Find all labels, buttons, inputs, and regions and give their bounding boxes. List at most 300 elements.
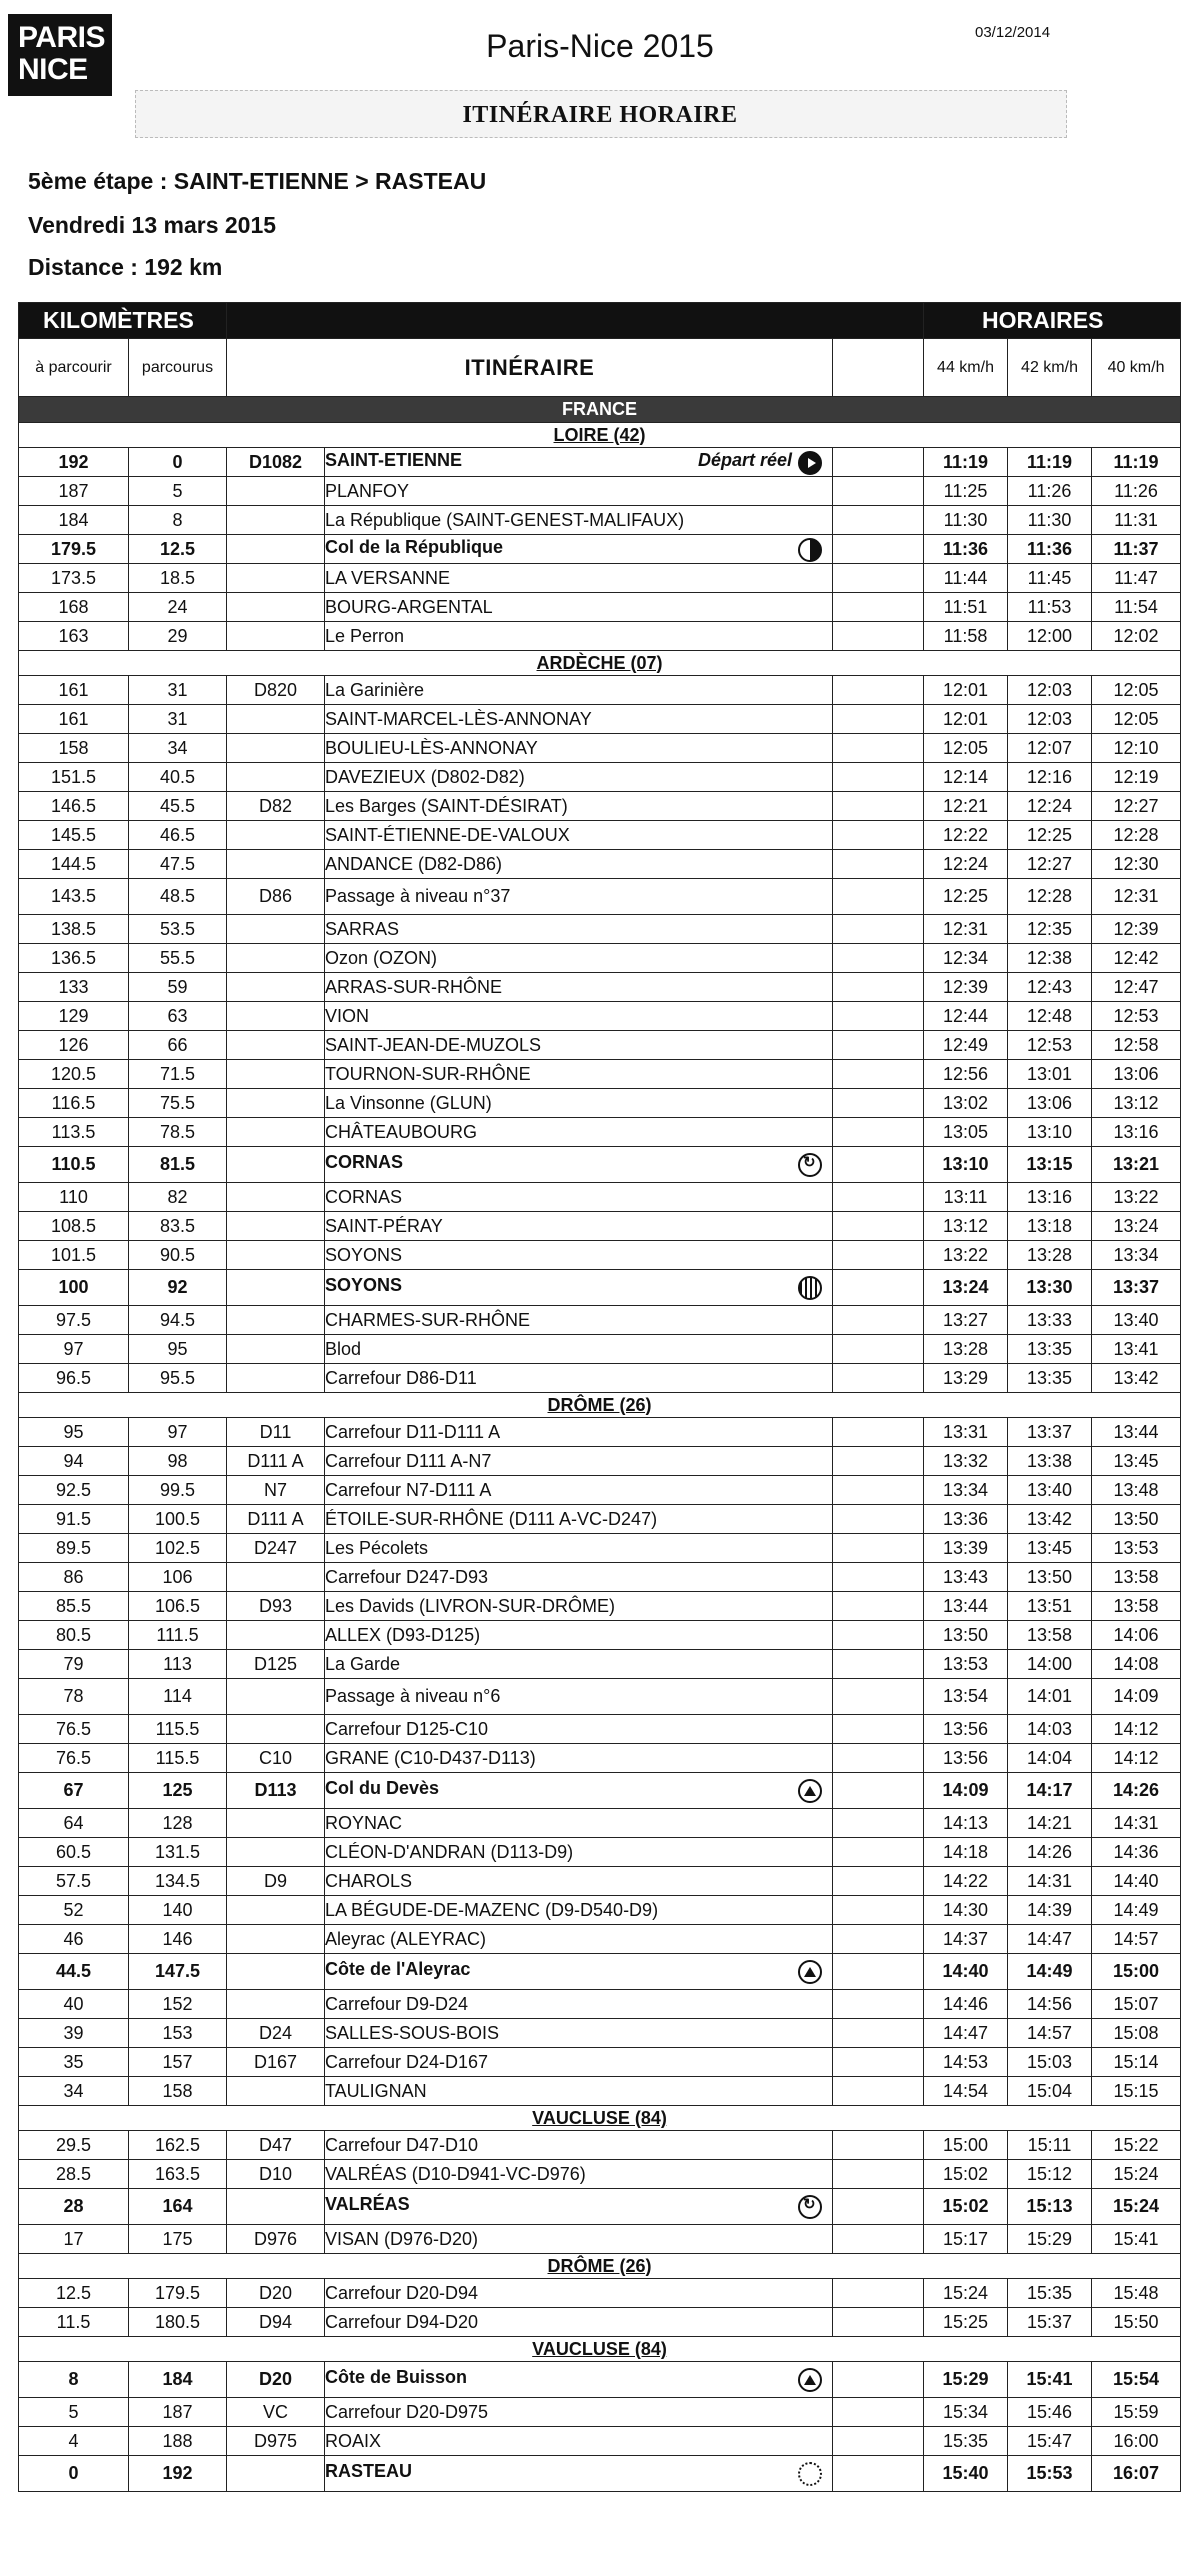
time-40: 14:31 — [1092, 1809, 1181, 1838]
road-number — [227, 1118, 325, 1147]
km-covered: 147.5 — [129, 1954, 227, 1990]
itinerary-row — [19, 2048, 1181, 2077]
time-44: 13:22 — [924, 1241, 1008, 1270]
blank-cell — [833, 1212, 924, 1241]
location-label: ANDANCE (D82-D86) — [325, 853, 503, 874]
road-number — [227, 1563, 325, 1592]
blank-cell — [833, 2077, 924, 2106]
location-name — [325, 1089, 833, 1118]
time-40: 14:08 — [1092, 1650, 1181, 1679]
road-number — [227, 1896, 325, 1925]
blank-cell — [833, 448, 924, 477]
time-44: 14:18 — [924, 1838, 1008, 1867]
location-label: Carrefour D125-C10 — [325, 1718, 489, 1739]
km-remaining: 85.5 — [19, 1592, 129, 1621]
location-name — [325, 1621, 833, 1650]
location-label: SOYONS — [325, 1244, 403, 1265]
road-number: D167 — [227, 2048, 325, 2077]
location-label: Carrefour D111 A-N7 — [325, 1450, 492, 1471]
time-42: 14:26 — [1008, 1838, 1092, 1867]
time-40: 12:05 — [1092, 705, 1181, 734]
location-label: La République (SAINT-GENEST-MALIFAUX) — [325, 509, 685, 530]
header-spacer — [227, 303, 924, 339]
location-label: Col du Devès — [325, 1778, 440, 1798]
blank-cell — [833, 1679, 924, 1715]
road-number — [227, 1060, 325, 1089]
location-label: Blod — [325, 1338, 362, 1359]
time-40: 13:50 — [1092, 1505, 1181, 1534]
location-name — [325, 705, 833, 734]
blank-cell — [833, 1118, 924, 1147]
road-number — [227, 915, 325, 944]
time-42: 12:27 — [1008, 850, 1092, 879]
blank-cell — [833, 2131, 924, 2160]
road-number — [227, 1838, 325, 1867]
itinerary-row — [19, 2225, 1181, 2254]
location-label: BOURG-ARGENTAL — [325, 596, 493, 617]
time-42: 12:03 — [1008, 676, 1092, 705]
logo-line-2: NICE — [18, 53, 88, 86]
km-covered: 63 — [129, 1002, 227, 1031]
time-40: 15:08 — [1092, 2019, 1181, 2048]
blank-cell — [833, 1867, 924, 1896]
location-name — [325, 1031, 833, 1060]
time-40: 15:54 — [1092, 2362, 1181, 2398]
time-44: 13:02 — [924, 1089, 1008, 1118]
time-44: 13:56 — [924, 1715, 1008, 1744]
road-number — [227, 535, 325, 564]
location-label: Carrefour D86-D11 — [325, 1367, 477, 1388]
intermediate-sprint-icon — [798, 1276, 822, 1300]
time-42: 15:29 — [1008, 2225, 1092, 2254]
location-name — [325, 676, 833, 705]
blank-cell — [833, 1183, 924, 1212]
itinerary-row — [19, 2131, 1181, 2160]
km-covered: 95.5 — [129, 1364, 227, 1393]
time-40: 11:19 — [1092, 448, 1181, 477]
itinerary-row — [19, 1563, 1181, 1592]
km-covered: 90.5 — [129, 1241, 227, 1270]
time-40: 13:40 — [1092, 1306, 1181, 1335]
time-42: 13:42 — [1008, 1505, 1092, 1534]
itinerary-row — [19, 1270, 1181, 1306]
blank-cell — [833, 1563, 924, 1592]
km-remaining: 46 — [19, 1925, 129, 1954]
road-number — [227, 705, 325, 734]
time-42: 11:30 — [1008, 506, 1092, 535]
km-remaining: 96.5 — [19, 1364, 129, 1393]
km-remaining: 5 — [19, 2398, 129, 2427]
road-number — [227, 1621, 325, 1650]
time-42: 12:16 — [1008, 763, 1092, 792]
itinerary-row — [19, 1809, 1181, 1838]
km-covered: 94.5 — [129, 1306, 227, 1335]
km-remaining: 67 — [19, 1773, 129, 1809]
time-44: 14:47 — [924, 2019, 1008, 2048]
location-label: DAVEZIEUX (D802-D82) — [325, 766, 525, 787]
time-44: 12:34 — [924, 944, 1008, 973]
km-remaining: 95 — [19, 1418, 129, 1447]
location-label: Le Perron — [325, 625, 405, 646]
sprint-icon — [798, 538, 822, 562]
km-covered: 92 — [129, 1270, 227, 1306]
blank-cell — [833, 973, 924, 1002]
location-label: ARRAS-SUR-RHÔNE — [325, 976, 503, 997]
time-44: 15:29 — [924, 2362, 1008, 2398]
km-covered: 31 — [129, 705, 227, 734]
location-label: TAULIGNAN — [325, 2080, 427, 2101]
time-40: 13:21 — [1092, 1147, 1181, 1183]
blank-cell — [833, 1650, 924, 1679]
time-42: 11:26 — [1008, 477, 1092, 506]
location-label: ROAIX — [325, 2430, 382, 2451]
road-number: D94 — [227, 2308, 325, 2337]
road-number — [227, 2077, 325, 2106]
km-remaining: 133 — [19, 973, 129, 1002]
km-remaining: 101.5 — [19, 1241, 129, 1270]
km-remaining: 64 — [19, 1809, 129, 1838]
km-covered: 99.5 — [129, 1476, 227, 1505]
road-number — [227, 506, 325, 535]
time-42: 11:36 — [1008, 535, 1092, 564]
road-number — [227, 944, 325, 973]
road-number: D247 — [227, 1534, 325, 1563]
time-40: 13:16 — [1092, 1118, 1181, 1147]
road-number — [227, 1335, 325, 1364]
itinerary-row — [19, 564, 1181, 593]
blank-cell — [833, 676, 924, 705]
km-remaining: 57.5 — [19, 1867, 129, 1896]
time-42: 14:03 — [1008, 1715, 1092, 1744]
blank-cell — [833, 2427, 924, 2456]
location-name — [325, 1650, 833, 1679]
region-header: ARDÈCHE (07) — [19, 651, 1181, 676]
time-44: 12:56 — [924, 1060, 1008, 1089]
km-remaining: 28.5 — [19, 2160, 129, 2189]
time-42: 11:19 — [1008, 448, 1092, 477]
time-44: 14:13 — [924, 1809, 1008, 1838]
blank-cell — [833, 944, 924, 973]
road-number: D111 A — [227, 1447, 325, 1476]
blank-cell — [833, 2362, 924, 2398]
col-blank — [833, 339, 924, 397]
region-header: LOIRE (42) — [19, 423, 1181, 448]
time-44: 12:39 — [924, 973, 1008, 1002]
road-number: D125 — [227, 1650, 325, 1679]
road-number — [227, 1809, 325, 1838]
location-name — [325, 2427, 833, 2456]
km-remaining: 28 — [19, 2189, 129, 2225]
time-42: 14:56 — [1008, 1990, 1092, 2019]
location-name — [325, 1118, 833, 1147]
km-covered: 163.5 — [129, 2160, 227, 2189]
itinerary-row — [19, 1534, 1181, 1563]
blank-cell — [833, 2308, 924, 2337]
time-40: 15:22 — [1092, 2131, 1181, 2160]
km-covered: 111.5 — [129, 1621, 227, 1650]
stage-date: Vendredi 13 mars 2015 — [28, 212, 277, 238]
time-40: 13:53 — [1092, 1534, 1181, 1563]
blank-cell — [833, 535, 924, 564]
time-42: 13:30 — [1008, 1270, 1092, 1306]
time-42: 12:03 — [1008, 705, 1092, 734]
location-name — [325, 1925, 833, 1954]
time-40: 14:12 — [1092, 1715, 1181, 1744]
itinerary-row — [19, 1147, 1181, 1183]
km-covered: 47.5 — [129, 850, 227, 879]
km-remaining: 184 — [19, 506, 129, 535]
itinerary-row — [19, 944, 1181, 973]
blank-cell — [833, 1534, 924, 1563]
location-name — [325, 1447, 833, 1476]
km-remaining: 143.5 — [19, 879, 129, 915]
col-speed-40: 40 km/h — [1092, 339, 1181, 397]
location-name — [325, 2279, 833, 2308]
blank-cell — [833, 1744, 924, 1773]
km-remaining: 97.5 — [19, 1306, 129, 1335]
blank-cell — [833, 879, 924, 915]
road-number: D82 — [227, 792, 325, 821]
location-name — [325, 1335, 833, 1364]
time-44: 13:39 — [924, 1534, 1008, 1563]
itinerary-row — [19, 676, 1181, 705]
time-40: 12:10 — [1092, 734, 1181, 763]
itinerary-row — [19, 1621, 1181, 1650]
blank-cell — [833, 2398, 924, 2427]
road-number: D111 A — [227, 1505, 325, 1534]
km-covered: 115.5 — [129, 1744, 227, 1773]
km-covered: 158 — [129, 2077, 227, 2106]
itinerary-table — [18, 302, 1181, 2492]
blank-cell — [833, 2160, 924, 2189]
itinerary-row — [19, 1744, 1181, 1773]
time-40: 12:30 — [1092, 850, 1181, 879]
time-40: 12:39 — [1092, 915, 1181, 944]
itinerary-row — [19, 1089, 1181, 1118]
time-42: 15:47 — [1008, 2427, 1092, 2456]
time-42: 14:39 — [1008, 1896, 1092, 1925]
col-speed-44: 44 km/h — [924, 339, 1008, 397]
col-itineraire: ITINÉRAIRE — [227, 339, 833, 397]
km-remaining: 4 — [19, 2427, 129, 2456]
location-name — [325, 535, 833, 564]
time-44: 15:00 — [924, 2131, 1008, 2160]
location-name — [325, 448, 833, 477]
blank-cell — [833, 1809, 924, 1838]
blank-cell — [833, 564, 924, 593]
itinerary-row — [19, 622, 1181, 651]
location-name — [325, 1183, 833, 1212]
road-number: D93 — [227, 1592, 325, 1621]
blank-cell — [833, 506, 924, 535]
km-remaining: 94 — [19, 1447, 129, 1476]
time-44: 13:50 — [924, 1621, 1008, 1650]
blank-cell — [833, 1060, 924, 1089]
road-number — [227, 734, 325, 763]
time-40: 12:02 — [1092, 622, 1181, 651]
location-label: Carrefour D47-D10 — [325, 2134, 479, 2155]
time-42: 12:53 — [1008, 1031, 1092, 1060]
km-covered: 40.5 — [129, 763, 227, 792]
location-name — [325, 1744, 833, 1773]
time-42: 14:17 — [1008, 1773, 1092, 1809]
location-label: La Garde — [325, 1653, 401, 1674]
km-remaining: 35 — [19, 2048, 129, 2077]
time-42: 15:46 — [1008, 2398, 1092, 2427]
blank-cell — [833, 1990, 924, 2019]
itinerary-row — [19, 1241, 1181, 1270]
km-covered: 128 — [129, 1809, 227, 1838]
region-header: DRÔME (26) — [19, 2254, 1181, 2279]
time-42: 13:28 — [1008, 1241, 1092, 1270]
location-label: Carrefour D24-D167 — [325, 2051, 489, 2072]
road-number — [227, 1089, 325, 1118]
location-name — [325, 1809, 833, 1838]
time-40: 14:36 — [1092, 1838, 1181, 1867]
km-covered: 162.5 — [129, 2131, 227, 2160]
km-remaining: 86 — [19, 1563, 129, 1592]
km-covered: 46.5 — [129, 821, 227, 850]
time-42: 11:45 — [1008, 564, 1092, 593]
blank-cell — [833, 1241, 924, 1270]
col-a-parcourir: à parcourir — [19, 339, 129, 397]
time-44: 12:49 — [924, 1031, 1008, 1060]
time-44: 11:30 — [924, 506, 1008, 535]
time-44: 11:36 — [924, 535, 1008, 564]
blank-cell — [833, 2048, 924, 2077]
itinerary-row — [19, 2160, 1181, 2189]
time-44: 14:09 — [924, 1773, 1008, 1809]
road-number — [227, 1241, 325, 1270]
km-covered: 175 — [129, 2225, 227, 2254]
km-covered: 24 — [129, 593, 227, 622]
itinerary-row — [19, 734, 1181, 763]
location-label: Carrefour N7-D111 A — [325, 1479, 492, 1500]
km-covered: 59 — [129, 973, 227, 1002]
itinerary-row — [19, 1773, 1181, 1809]
itinerary-row — [19, 850, 1181, 879]
km-covered: 152 — [129, 1990, 227, 2019]
location-name — [325, 1534, 833, 1563]
road-number — [227, 850, 325, 879]
time-44: 13:28 — [924, 1335, 1008, 1364]
location-label: LA BÉGUDE-DE-MAZENC (D9-D540-D9) — [325, 1899, 659, 1920]
km-covered: 134.5 — [129, 1867, 227, 1896]
km-covered: 81.5 — [129, 1147, 227, 1183]
itinerary-row — [19, 1031, 1181, 1060]
location-name — [325, 1867, 833, 1896]
location-name — [325, 1592, 833, 1621]
km-remaining: 161 — [19, 676, 129, 705]
time-40: 14:06 — [1092, 1621, 1181, 1650]
blank-cell — [833, 1002, 924, 1031]
blank-cell — [833, 1954, 924, 1990]
km-covered: 98 — [129, 1447, 227, 1476]
itinerary-row — [19, 1592, 1181, 1621]
location-label: Côte de Buisson — [325, 2367, 468, 2387]
time-44: 11:25 — [924, 477, 1008, 506]
km-covered: 82 — [129, 1183, 227, 1212]
time-40: 12:42 — [1092, 944, 1181, 973]
km-covered: 78.5 — [129, 1118, 227, 1147]
location-name — [325, 593, 833, 622]
blank-cell — [833, 1773, 924, 1809]
time-42: 15:35 — [1008, 2279, 1092, 2308]
itinerary-row — [19, 973, 1181, 1002]
location-name — [325, 1990, 833, 2019]
location-label: VION — [325, 1005, 370, 1026]
km-covered: 100.5 — [129, 1505, 227, 1534]
road-number: N7 — [227, 1476, 325, 1505]
location-label: Côte de l'Aleyrac — [325, 1959, 471, 1979]
location-name — [325, 1476, 833, 1505]
itinerary-row — [19, 1896, 1181, 1925]
time-42: 12:35 — [1008, 915, 1092, 944]
blank-cell — [833, 915, 924, 944]
itinerary-row — [19, 1954, 1181, 1990]
itinerary-row — [19, 2427, 1181, 2456]
km-remaining: 79 — [19, 1650, 129, 1679]
location-label: Passage à niveau n°37 — [325, 886, 511, 906]
location-label: Les Pécolets — [325, 1537, 429, 1558]
time-40: 13:42 — [1092, 1364, 1181, 1393]
location-label: Carrefour D9-D24 — [325, 1993, 469, 2014]
time-40: 13:45 — [1092, 1447, 1181, 1476]
road-number: D20 — [227, 2279, 325, 2308]
time-40: 13:58 — [1092, 1563, 1181, 1592]
location-label: SARRAS — [325, 918, 400, 939]
km-remaining: 136.5 — [19, 944, 129, 973]
feed-zone-icon — [798, 2195, 822, 2219]
km-remaining: 192 — [19, 448, 129, 477]
itinerary-row — [19, 705, 1181, 734]
road-number: D24 — [227, 2019, 325, 2048]
km-remaining: 12.5 — [19, 2279, 129, 2308]
blank-cell — [833, 1270, 924, 1306]
time-44: 12:22 — [924, 821, 1008, 850]
km-covered: 34 — [129, 734, 227, 763]
time-42: 13:37 — [1008, 1418, 1092, 1447]
km-remaining: 116.5 — [19, 1089, 129, 1118]
itinerary-row — [19, 792, 1181, 821]
km-covered: 95 — [129, 1335, 227, 1364]
itinerary-row — [19, 1990, 1181, 2019]
km-covered: 55.5 — [129, 944, 227, 973]
location-label: CORNAS — [325, 1152, 404, 1172]
time-44: 15:34 — [924, 2398, 1008, 2427]
road-number: D20 — [227, 2362, 325, 2398]
blank-cell — [833, 622, 924, 651]
time-42: 14:21 — [1008, 1809, 1092, 1838]
time-42: 13:35 — [1008, 1335, 1092, 1364]
time-44: 13:56 — [924, 1744, 1008, 1773]
time-40: 15:24 — [1092, 2189, 1181, 2225]
itinerary-row — [19, 1715, 1181, 1744]
itinerary-row — [19, 1838, 1181, 1867]
document-title: Paris-Nice 2015 — [486, 28, 714, 64]
itinerary-row — [19, 1002, 1181, 1031]
location-label: CHÂTEAUBOURG — [325, 1121, 478, 1142]
km-remaining: 144.5 — [19, 850, 129, 879]
stage-distance: Distance : 192 km — [28, 254, 223, 280]
itinerary-row — [19, 1867, 1181, 1896]
time-40: 14:26 — [1092, 1773, 1181, 1809]
itinerary-row — [19, 1447, 1181, 1476]
itinerary-row — [19, 1418, 1181, 1447]
time-44: 13:24 — [924, 1270, 1008, 1306]
time-42: 13:40 — [1008, 1476, 1092, 1505]
time-40: 13:12 — [1092, 1089, 1181, 1118]
